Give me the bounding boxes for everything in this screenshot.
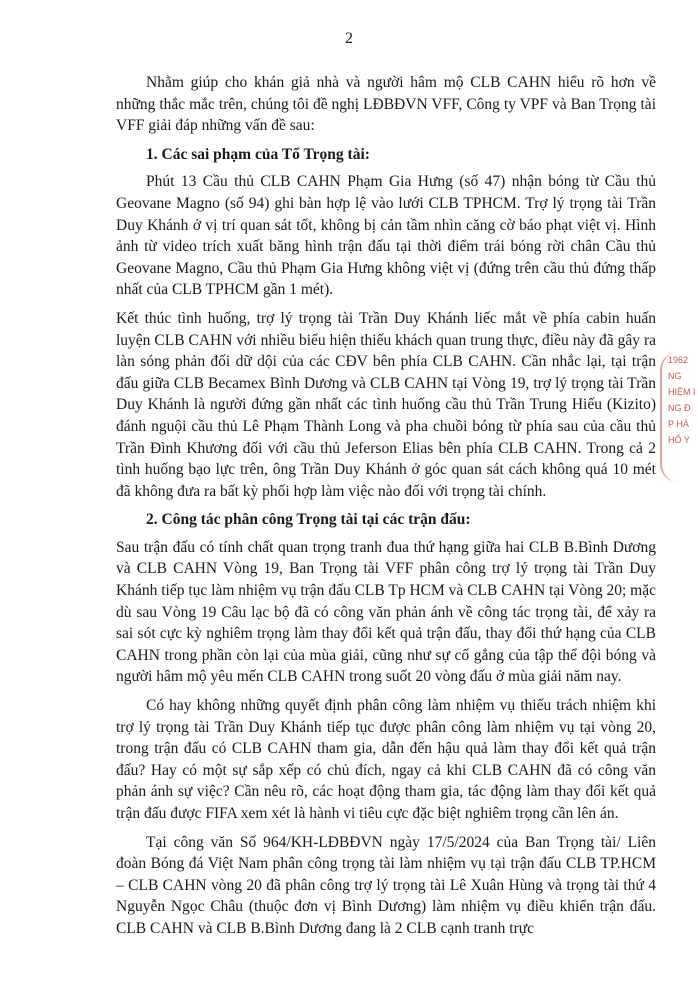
seal-text-4: NG Đ [668, 403, 691, 413]
paragraph-4: Có hay không những quyết định phân công làm nhiệm vụ thiếu trách nhiệm khi trợ lý trọng tài Trần Duy Khánh tiếp tục được phân công làm nhiệm vụ tại vòng 20, trong trận đấu có CLB CAHN tham gia, dẫn đến hậu quả làm thay đổi kết quả trận đấu? Hay có một sự sắp xếp có chủ đích, ngay cả khi CLB CAHN đã có công văn phản ánh sự việc? Cần nêu rõ, các hoạt động tham gia, tác động làm thay đổi kết quả trận đấu được FIFA xem xét là hành vi tiêu cực đặc biệt nghiêm trọng cần lên án. [116, 697, 656, 822]
section-heading-2: 2. Công tác phân công Trọng tài tại các trận đấu: [146, 511, 471, 529]
section-heading-1: 1. Các sai phạm của Tổ Trọng tài: [146, 145, 370, 163]
intro-paragraph: Nhằm giúp cho khán giả nhà và người hâm mộ CLB CAHN hiểu rõ hơn về những thắc mắc trên, chúng tôi đề nghị LĐBĐVN VFF, Công ty VPF và Ban Trọng tài VFF giải đáp những vấn đề sau: [116, 74, 656, 135]
seal-text-1: 1962 [668, 355, 689, 365]
paragraph-3: Sau trận đấu có tính chất quan trọng tranh đua thứ hạng giữa hai CLB B.Bình Dương và CLB CAHN Vòng 19, Ban Trọng tài VFF phân công trợ lý trọng tài Trần Duy Khánh tiếp tục làm nhiệm vụ trận đấu CLB Tp HCM và CLB CAHN tại Vòng 20; mặc dù sau Vòng 19 Câu lạc bộ đã có công văn phản ánh về công tác trọng tài, để xảy ra sai sót cực kỳ nghiêm trọng làm thay đổi kết quả trận đấu, thay đổi thứ hạng của CLB CAHN trong phần còn lại của mùa giải, cũng như sự cố gắng của tập thể đội bóng và người hâm mộ yêu mến CLB CAHN trong suốt 20 vòng đấu ở mùa giải năm nay. [116, 538, 656, 686]
seal-text-5: P HÀ [668, 419, 689, 429]
document-body [116, 72, 656, 947]
seal-text-3: HIỆM I [668, 387, 696, 397]
paragraph-2: Kết thúc tình huống, trợ lý trọng tài Trần Duy Khánh liếc mắt về phía cabin huấn luyện CLB CAHN với nhiều biểu hiện thiếu khách quan trung thực, điều này đã gây ra làn sóng phản đối dữ dội của các CĐV bên phía CLB CAHN. Cần nhắc lại, tại trận đấu giữa CLB Becamex Bình Dương và CLB CAHN tại Vòng 19, trợ lý trọng tài Trần Duy Khánh là người đứng gần nhất các tình huống cầu thủ Trần Trung Hiếu (Kizito) đánh nguội cầu thủ Lê Phạm Thành Long và pha chuồi bóng từ phía sau của cầu thủ Trần Đình Khương đối với cầu thủ Jeferson Elias bên phía CLB CAHN. Trong cả 2 tình huống bạo lực trên, ông Trần Duy Khánh ở góc quan sát cách không quá 10 mét đã không đưa ra bất kỳ phối hợp làm việc nào đối với trọng tài chính. [116, 309, 656, 500]
seal-text-2: NG [668, 371, 682, 381]
seal-text-6: HỐ Y [668, 435, 690, 445]
paragraph-1: Phút 13 Cầu thủ CLB CAHN Phạm Gia Hưng (số 47) nhận bóng từ Cầu thủ Geovane Magno (số 94) ghi bàn hợp lệ vào lưới CLB TPHCM. Trợ lý trọng tài Trần Duy Khánh ở vị trí quan sát tốt, không bị cản tầm nhìn căng cờ báo phạt việt vị. Hình ảnh từ video trích xuất băng hình trận đấu tại thời điểm trái bóng rời chân Cầu thủ Geovane Magno, Cầu thủ Phạm Gia Hưng không việt vị (đứng trên cầu thủ đứng thấp nhất của CLB TPHCM gần 1 mét). [116, 173, 656, 299]
paragraph-5: Tại công văn Số 964/KH-LĐBĐVN ngày 17/5/2024 của Ban Trọng tài/ Liên đoàn Bóng đá Việt Nam phân công trọng tài làm nhiệm vụ tại trận đấu CLB TP.HCM – CLB CAHN vòng 20 đã phân công trợ lý trọng tài Lê Xuân Hùng và trọng tài thứ 4 Nguyễn Ngọc Châu (thuộc đơn vị Bình Dương) làm nhiệm vụ điều khiển trận đấu. CLB CAHN và CLB B.Bình Dương đang là 2 CLB cạnh tranh trực [116, 833, 656, 937]
red-seal-stamp [660, 352, 698, 482]
page-number: 2 [345, 30, 353, 47]
